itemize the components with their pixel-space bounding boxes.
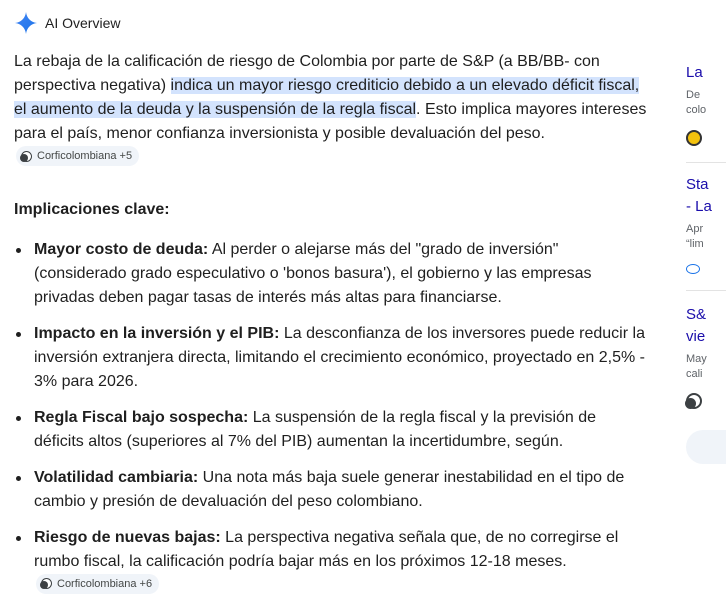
ai-overview-header — [14, 11, 120, 35]
bullet-icon — [16, 536, 21, 541]
source-chip[interactable] — [16, 146, 139, 166]
source-card-title[interactable]: La — [686, 64, 703, 81]
sources-panel — [686, 0, 726, 598]
item-heading: Impacto en la inversión y el PIB: — [34, 324, 280, 342]
divider — [686, 162, 726, 163]
list-item — [14, 238, 650, 310]
item-heading: Regla Fiscal bajo sospecha: — [34, 408, 249, 426]
source-card[interactable] — [686, 304, 726, 382]
source-chip-label: Corficolombiana +5 — [37, 150, 133, 162]
source-card-title[interactable]: vie — [686, 328, 706, 345]
source-favicon-icon — [686, 264, 700, 274]
ai-overview-title: AI Overview — [45, 15, 121, 31]
source-card-title[interactable]: S& — [686, 306, 707, 323]
source-chip[interactable] — [36, 574, 159, 594]
intro-text-start: La rebaja de la calificación de riesgo de Colombia por parte de S&P (a BB/BB- con perspectiva negativa) — [14, 53, 600, 94]
source-favicon-icon — [686, 393, 702, 409]
source-card-title[interactable]: - La — [686, 198, 712, 215]
gemini-spark-icon — [14, 11, 38, 35]
source-card-snippet: De — [686, 89, 701, 101]
source-card-snippet: “lim — [686, 238, 704, 250]
implications-list — [14, 238, 650, 599]
bullet-icon — [16, 332, 21, 337]
source-card-title[interactable]: Sta — [686, 176, 709, 193]
show-all-sources-button[interactable] — [686, 430, 726, 464]
source-favicon-icon — [686, 130, 702, 146]
intro-text-end: . Esto implica mayores intereses para el país, menor confianza inversionista y posible devaluación del peso. — [14, 101, 647, 142]
item-heading: Mayor costo de deuda: — [34, 240, 209, 258]
source-card[interactable] — [686, 62, 726, 118]
source-chip-label: Corficolombiana +6 — [57, 577, 153, 590]
list-item — [14, 466, 650, 514]
item-text: Al perder o alejarse más del "grado de inversión" (considerado grado especulativo o 'bonos basura'), el gobierno y las empresas privadas deben pagar tasas de interés más altas para financiarse. — [34, 240, 592, 306]
bullet-icon — [16, 476, 21, 481]
section-heading: Implicaciones clave: — [14, 200, 170, 218]
item-heading: Volatilidad cambiaria: — [34, 468, 199, 486]
list-item — [14, 526, 650, 599]
ai-overview-content — [14, 50, 650, 610]
source-logo-icon — [41, 578, 52, 589]
divider — [686, 290, 726, 291]
intro-paragraph — [14, 50, 650, 171]
item-text: La perspectiva negativa señala que, de no corregirse el rumbo fiscal, la calificación podría bajar más en los próximos 12-18 meses. — [34, 528, 619, 570]
intro-highlight[interactable]: indica un mayor riesgo crediticio debido a un elevado déficit fiscal, el aumento de la deuda y la suspensión de la regla fiscal — [14, 77, 640, 118]
item-text: La desconfianza de los inversores puede reducir la inversión extranjera directa, limitando el crecimiento económico, proyectado en 2,5% - 3% para 2026. — [34, 324, 645, 390]
source-card[interactable] — [686, 174, 726, 252]
bullet-icon — [16, 416, 21, 421]
source-card-snippet: cali — [686, 368, 703, 380]
source-card-snippet: Apr — [686, 223, 704, 235]
item-heading: Riesgo de nuevas bajas: — [34, 528, 221, 546]
bullet-icon — [16, 248, 21, 253]
source-card-snippet: colo — [686, 104, 707, 116]
item-text: La suspensión de la regla fiscal y la previsión de déficits altos (superiores al 7% del PIB) aumentan la incertidumbre, según. — [34, 408, 597, 450]
source-card-snippet: May — [686, 353, 707, 365]
list-item — [14, 406, 650, 454]
item-text: Una nota más baja suele generar inestabilidad en el tipo de cambio y presión de devaluación del peso colombiano. — [34, 468, 625, 510]
source-logo-icon — [21, 151, 32, 162]
list-item — [14, 322, 650, 394]
